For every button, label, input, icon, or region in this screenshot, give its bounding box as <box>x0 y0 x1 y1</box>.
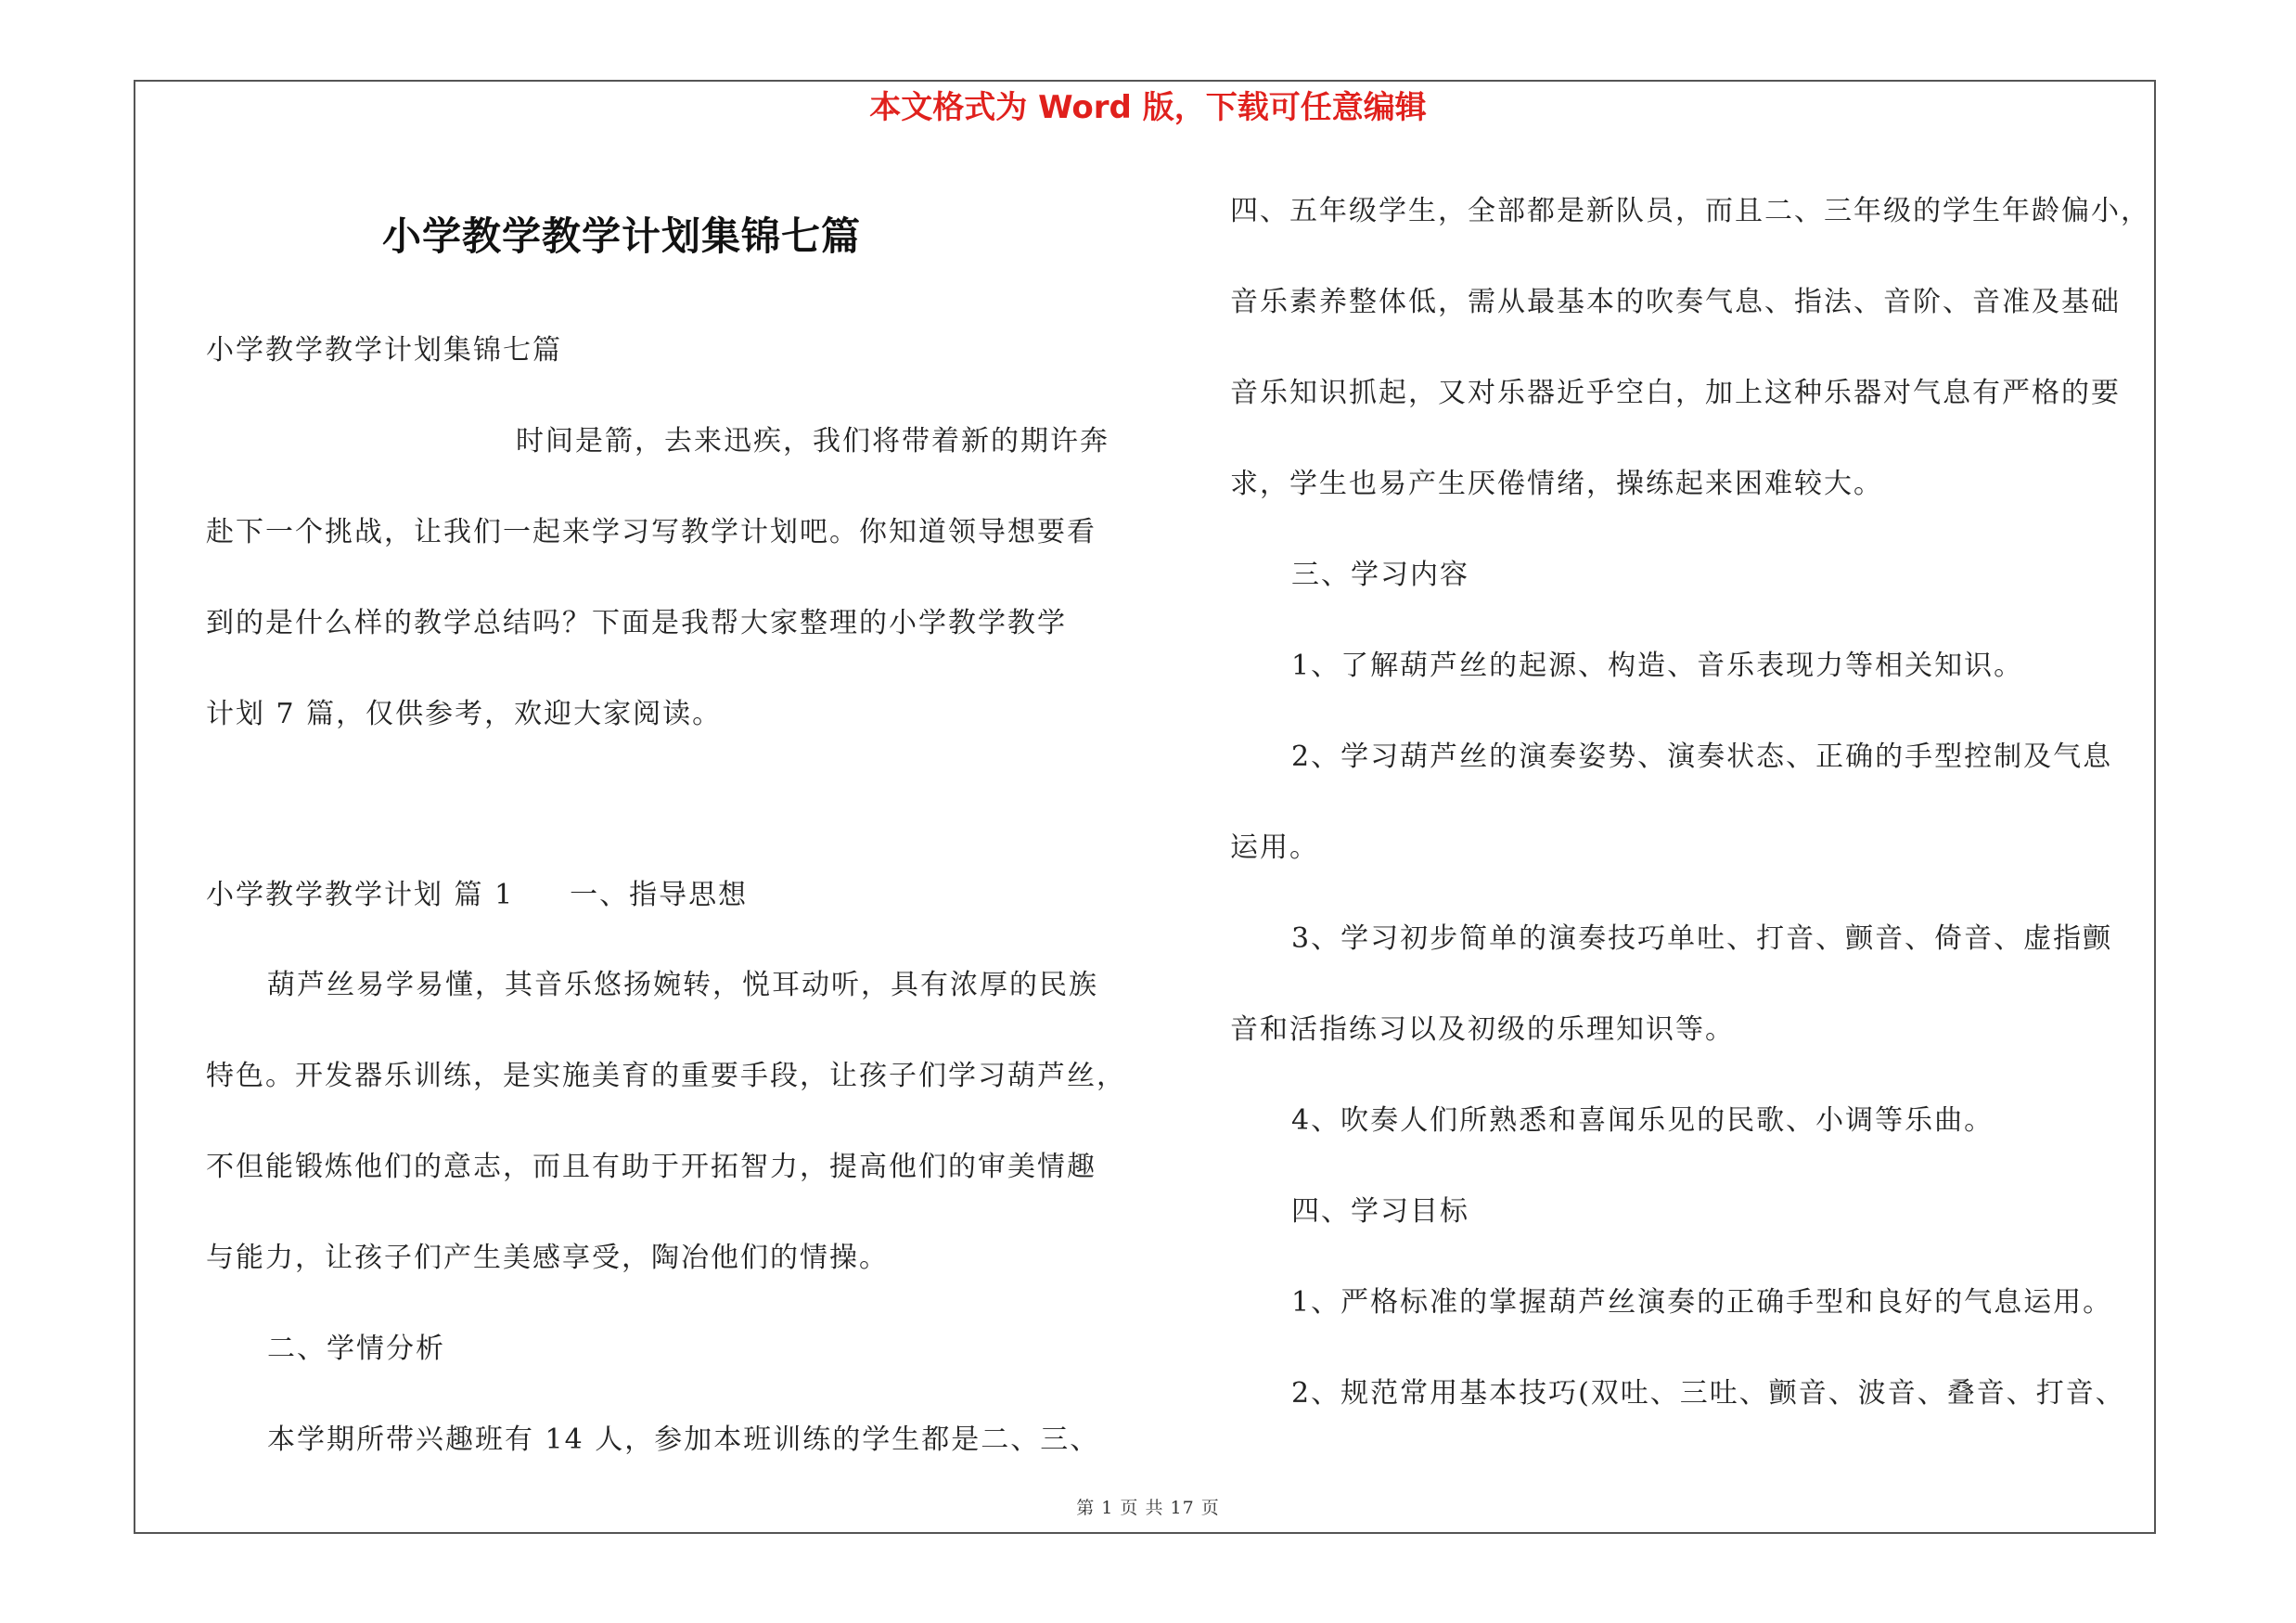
para1-line-3: 不但能锻炼他们的意志，而且有助于开拓智力，提高他们的审美情趣 <box>206 1151 1097 1183</box>
content-item-4: 4、吹奏人们所熟悉和喜闻乐见的民歌、小调等乐曲。 <box>1291 1104 1995 1137</box>
learning-analysis-heading: 二、学情分析 <box>267 1333 445 1365</box>
para2-cont-line-4: 求，学生也易产生厌倦情绪，操练起来困难较大。 <box>1230 468 1883 500</box>
para1-line-4: 与能力，让孩子们产生美感享受，陶冶他们的情操。 <box>206 1242 889 1274</box>
para2-cont-line-3: 音乐知识抓起，又对乐器近乎空白，加上这种乐器对气息有严格的要 <box>1230 377 2121 409</box>
intro-line-1: 时间是箭，去来迅疾，我们将带着新的期许奔 <box>516 425 1110 457</box>
document-subtitle: 小学教学教学计划集锦七篇 <box>206 334 562 367</box>
word-format-banner: 本文格式为 Word 版，下载可任意编辑 <box>869 89 1427 126</box>
para1-line-2: 特色。开发器乐训练，是实施美育的重要手段，让孩子们学习葫芦丝， <box>206 1060 1126 1092</box>
goal-item-1: 1、严格标准的掌握葫芦丝演奏的正确手型和良好的气息运用。 <box>1291 1286 2113 1319</box>
content-item-3-line-1: 3、学习初步简单的演奏技巧单吐、打音、颤音、倚音、虚指颤 <box>1291 922 2113 955</box>
guiding-thought-heading: 一、指导思想 <box>570 879 749 911</box>
page-number-footer: 第 1 页 共 17 页 <box>1076 1498 1220 1518</box>
section-heading-1-label: 小学教学教学计划 篇 1 <box>206 879 515 911</box>
document-title: 小学教学教学计划集锦七篇 <box>382 213 862 259</box>
content-item-2-line-1: 2、学习葫芦丝的演奏姿势、演奏状态、正确的手型控制及气息 <box>1291 741 2113 773</box>
intro-line-4: 计划 7 篇，仅供参考，欢迎大家阅读。 <box>206 698 723 730</box>
intro-line-2: 赴下一个挑战，让我们一起来学习写教学计划吧。你知道领导想要看 <box>206 516 1097 548</box>
para2-line-1: 本学期所带兴趣班有 14 人，参加本班训练的学生都是二、三、 <box>267 1423 1100 1456</box>
para1-line-1: 葫芦丝易学易懂，其音乐悠扬婉转，悦耳动听，具有浓厚的民族 <box>267 969 1098 1001</box>
intro-line-3: 到的是什么样的教学总结吗？下面是我帮大家整理的小学教学教学 <box>206 607 1067 639</box>
section-heading-1 <box>206 877 748 914</box>
learning-content-heading: 三、学习内容 <box>1291 559 1469 591</box>
learning-goals-heading: 四、学习目标 <box>1291 1195 1469 1228</box>
content-item-3-line-2: 音和活指练习以及初级的乐理知识等。 <box>1230 1013 1735 1046</box>
para2-cont-line-2: 音乐素养整体低，需从最基本的吹奏气息、指法、音阶、音准及基础 <box>1230 286 2121 318</box>
content-item-1: 1、了解葫芦丝的起源、构造、音乐表现力等相关知识。 <box>1291 650 2024 682</box>
para2-cont-line-1: 四、五年级学生，全部都是新队员，而且二、三年级的学生年龄偏小， <box>1230 195 2150 227</box>
goal-item-2: 2、规范常用基本技巧(双吐、三吐、颤音、波音、叠音、打音、 <box>1291 1377 2125 1410</box>
content-item-2-line-2: 运用。 <box>1230 831 1319 864</box>
